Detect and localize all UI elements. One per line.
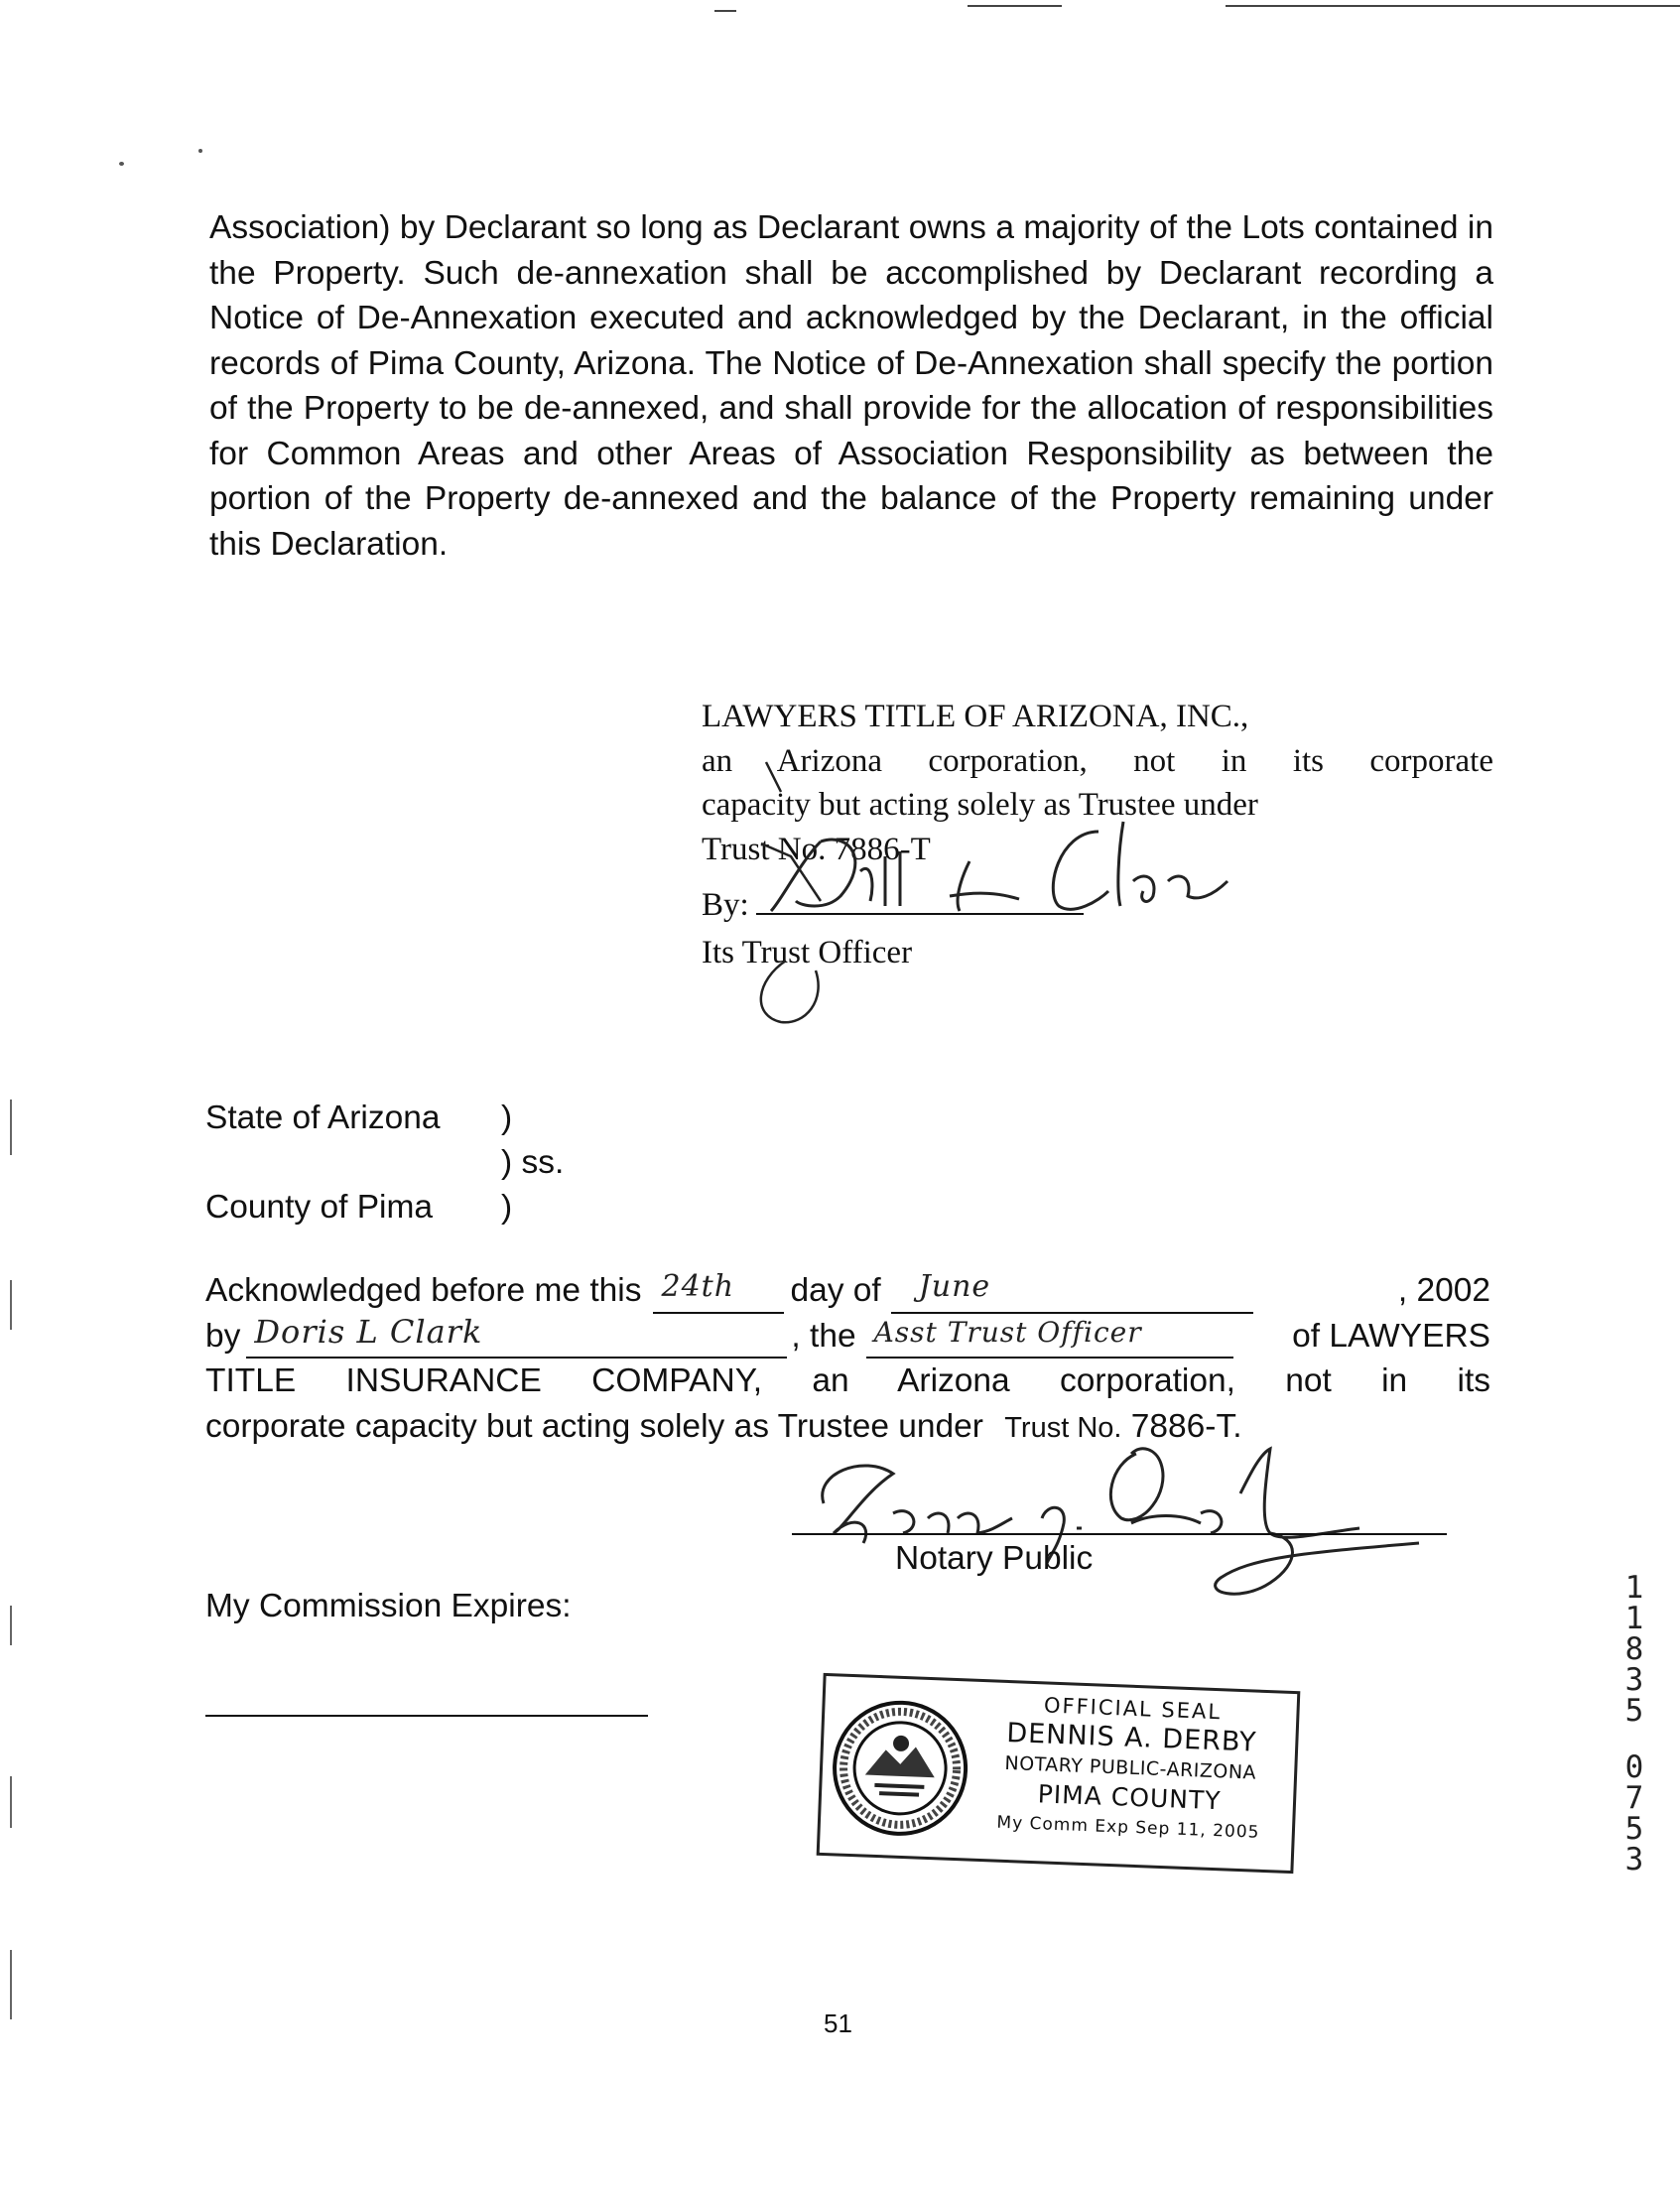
signature-line-2: an Arizona corporation, not in its corporate	[702, 742, 1493, 779]
recording-digit: 7	[1624, 1780, 1644, 1816]
margin-mark	[10, 1100, 12, 1155]
ack-line-2	[205, 1314, 1490, 1359]
seal-notary-name: DENNIS A. DERBY	[1005, 1717, 1258, 1758]
trust-number: Trust No. 7886-T	[702, 831, 931, 867]
scan-artifact-line	[968, 5, 1062, 7]
recording-digit: 0	[1624, 1749, 1644, 1785]
title-handwritten: Asst Trust Officer	[873, 1315, 1142, 1349]
title-field	[866, 1315, 1233, 1359]
margin-mark	[10, 1606, 12, 1645]
recording-digit: 1	[1624, 1570, 1644, 1606]
year-label: , 2002	[1397, 1272, 1490, 1309]
recording-digit: 8	[1624, 1631, 1644, 1667]
month-field	[891, 1269, 1253, 1314]
venue-ss: ) ss.	[501, 1144, 565, 1181]
page-number: 51	[824, 2008, 852, 2038]
scan-speck	[198, 149, 202, 153]
day-of-label: day of	[790, 1272, 881, 1309]
seal-line-3: NOTARY PUBLIC-ARIZONA	[1004, 1751, 1257, 1784]
margin-mark	[10, 1280, 12, 1330]
commission-expires-label: My Commission Expires:	[205, 1588, 572, 1624]
company-name: LAWYERS TITLE OF ARIZONA, INC.,	[702, 699, 1249, 734]
by-label: By:	[702, 887, 749, 923]
seal-expiration: My Comm Exp Sep 11, 2005	[996, 1812, 1260, 1843]
venue-state: State of Arizona	[205, 1100, 441, 1136]
scan-artifact-line	[1226, 5, 1680, 7]
ack-line-3: TITLE INSURANCE COMPANY, an Arizona corporation, not in its	[205, 1362, 1490, 1399]
margin-mark	[10, 1776, 12, 1828]
name-handwritten: Doris L Clark	[254, 1312, 483, 1351]
ack-trust-number: 7886-T.	[1130, 1407, 1242, 1445]
notary-signature-line	[792, 1533, 1447, 1535]
recording-digit: 3	[1624, 1842, 1644, 1877]
seal-county: PIMA COUNTY	[1037, 1779, 1222, 1816]
by-line	[702, 871, 1493, 931]
margin-mark	[10, 1950, 12, 2019]
scan-artifact-line	[714, 10, 736, 12]
commission-blank-line	[205, 1715, 648, 1717]
ack-line-1	[205, 1268, 1490, 1314]
ack-trust-label: Trust No.	[1004, 1411, 1122, 1444]
recording-digit: 5	[1624, 1693, 1644, 1729]
venue-county: County of Pima	[205, 1189, 434, 1226]
officer-title: Its Trust Officer	[702, 935, 913, 971]
trust-officer-signature	[761, 802, 1237, 931]
seal-line-1: OFFICIAL SEAL	[1043, 1693, 1223, 1725]
day-field	[653, 1269, 784, 1314]
seal-text	[969, 1688, 1292, 1849]
the-word: , the	[791, 1317, 856, 1355]
signature-line-3: capacity but acting solely as Trustee under	[702, 787, 1258, 823]
name-field	[246, 1312, 787, 1359]
venue-paren: )	[501, 1189, 513, 1226]
recording-digit: 3	[1624, 1662, 1644, 1698]
recording-number	[1619, 1570, 1649, 1877]
day-handwritten: 24th	[661, 1269, 735, 1304]
signature-loop	[746, 961, 826, 1030]
recording-digit: 1	[1624, 1601, 1644, 1636]
of-company: of LAWYERS	[1292, 1317, 1490, 1355]
body-paragraph: Association) by Declarant so long as Declarant owns a majority of the Lots contained in the Property. Such de-annexation shall be accomplished by Declarant recording a Notice of De-Annexation executed and acknowledged by the Declarant, in the official records of Pima County, Arizona. The Notice of De-Annexation shall specify the portion of the Property to be de-annexed, and shall provide for the allocation of responsibilities for Common Areas and other Areas of Association Responsibility as between the portion of the Property de-annexed and the balance of the Property remaining under this Declaration.	[209, 209, 1493, 563]
seal-emblem-text: THE GREAT SEAL OF THE STATE OF ARIZONA 1912	[356, 1177, 503, 1190]
venue-paren: )	[501, 1100, 513, 1136]
notary-public-label: Notary Public	[895, 1540, 1094, 1577]
ack-prefix: Acknowledged before me this	[205, 1272, 642, 1309]
month-handwritten: June	[918, 1269, 991, 1304]
by-word: by	[205, 1317, 241, 1355]
signature-block	[702, 695, 1493, 975]
recording-digit: 5	[1624, 1811, 1644, 1847]
ack-line-4-main: corporate capacity but acting solely as Trustee under	[205, 1407, 983, 1445]
scan-speck	[119, 162, 124, 166]
acknowledgment	[205, 1268, 1490, 1451]
